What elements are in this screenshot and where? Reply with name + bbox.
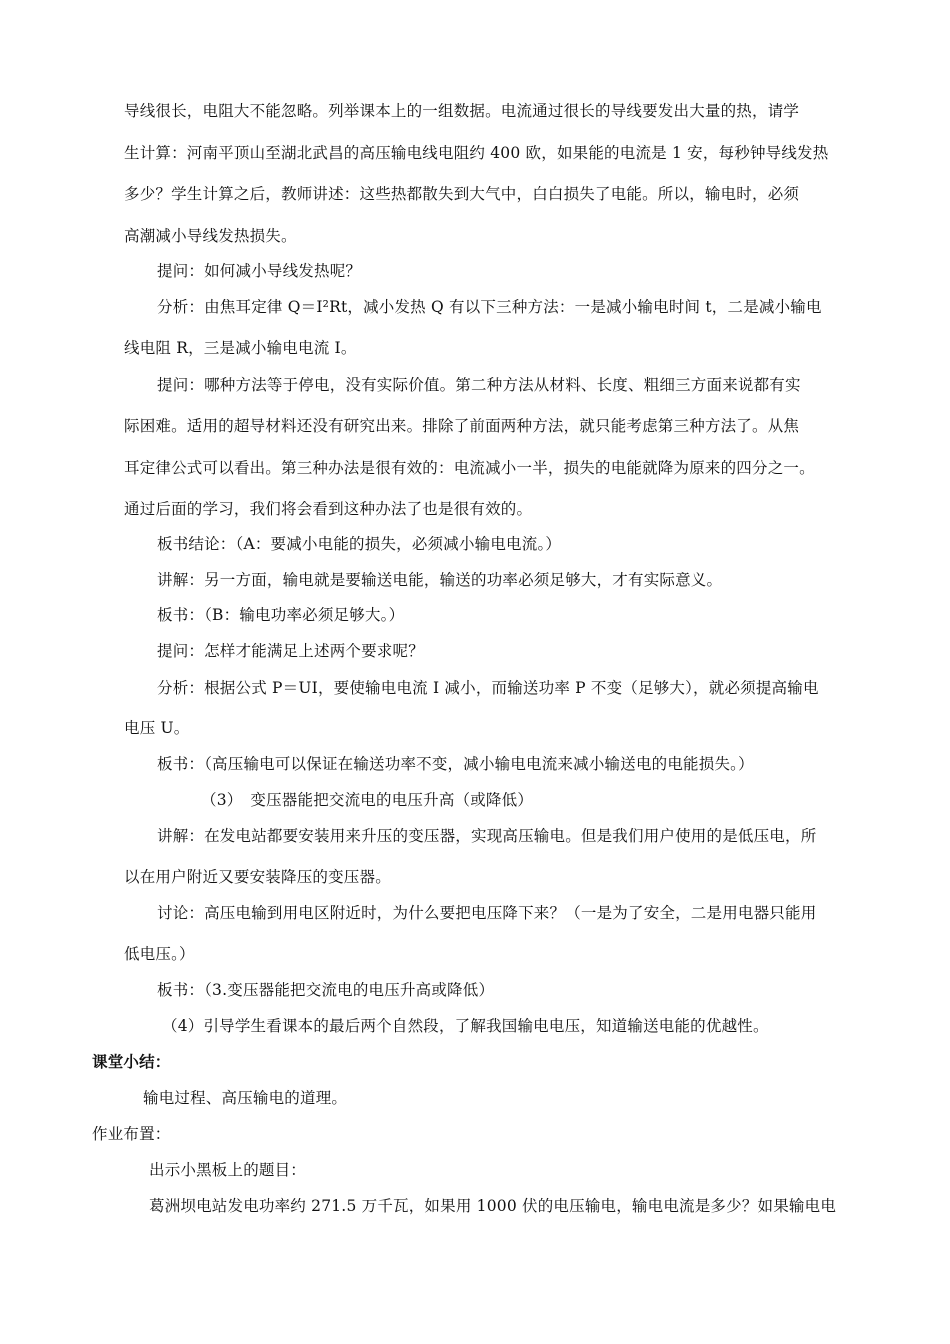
board-note: 板书：（3.变压器能把交流电的电压升高或降低）	[157, 981, 495, 999]
paragraph-line: 际困难。适用的超导材料还没有研究出来。排除了前面两种方法，就只能考虑第三种方法了。从焦	[124, 417, 800, 435]
paragraph-line: 生计算：河南平顶山至湖北武昌的高压输电线电阻约 400 欧，如果能的电流是 1 安，每秒钟导线发热	[124, 144, 829, 162]
paragraph-line: 低电压。）	[124, 945, 195, 963]
question-line: 提问：如何减小导线发热呢？	[157, 262, 362, 280]
explanation-line: 讲解：在发电站都要安装用来升压的变压器，实现高压输电。但是我们用户使用的是低压电，所	[157, 827, 817, 845]
board-note: 板书：（B：输电功率必须足够大。）	[157, 606, 405, 624]
paragraph-line: 线电阻 R，三是减小输电电流 I。	[124, 339, 357, 357]
analysis-line: 分析：根据公式 P＝UI，要使输电电流 I 减小，而输送功率 P 不变（足够大），就必须提高输电	[157, 679, 819, 697]
paragraph-line: 以在用户附近又要安装降压的变压器。	[124, 868, 391, 886]
discussion-line: 讨论：高压电输到用电区附近时，为什么要把电压降下来？（一是为了安全，二是用电器只能用	[157, 904, 817, 922]
explanation-line: 讲解：另一方面，输电就是要输送电能，输送的功率必须足够大，才有实际意义。	[157, 571, 723, 589]
section-heading: （3） 变压器能把交流电的电压升高（或降低）	[201, 791, 534, 809]
paragraph-line: 多少？学生计算之后，教师讲述：这些热都散失到大气中，白白损失了电能。所以，输电时，必须	[124, 185, 800, 203]
board-note: 板书结论：（A：要减小电能的损失，必须减小输电电流。）	[157, 535, 562, 553]
section-heading: （4）引导学生看课本的最后两个自然段，了解我国输电电压，知道输送电能的优越性。	[162, 1017, 769, 1035]
homework-text: 出示小黑板上的题目：	[149, 1161, 307, 1179]
question-line: 提问：哪种方法等于停电，没有实际价值。第二种方法从材料、长度、粗细三方面来说都有实	[157, 376, 801, 394]
paragraph-line: 耳定律公式可以看出。第三种办法是很有效的：电流减小一半，损失的电能就降为原来的四分之一。	[124, 459, 815, 477]
board-note: 板书：（高压输电可以保证在输送功率不变，减小输电电流来减小输送电的电能损失。）	[157, 755, 754, 773]
paragraph-line: 电压 U。	[124, 719, 190, 737]
paragraph-line: 高潮减小导线发热损失。	[124, 227, 297, 245]
homework-question: 葛洲坝电站发电功率约 271.5 万千瓦，如果用 1000 伏的电压输电，输电电流是多少？如果输电电	[149, 1197, 837, 1215]
summary-text: 输电过程、高压输电的道理。	[143, 1089, 348, 1107]
question-line: 提问：怎样才能满足上述两个要求呢？	[157, 642, 424, 660]
paragraph-line: 导线很长，电阻大不能忽略。列举课本上的一组数据。电流通过很长的导线要发出大量的热，请学	[124, 102, 800, 120]
paragraph-line: 通过后面的学习，我们将会看到这种办法了也是很有效的。	[124, 500, 533, 518]
summary-heading: 课堂小结：	[92, 1052, 171, 1071]
homework-heading: 作业布置：	[92, 1125, 171, 1143]
analysis-line: 分析：由焦耳定律 Q＝I²Rt，减小发热 Q 有以下三种方法：一是减小输电时间 t，二是减小输电	[157, 298, 822, 316]
